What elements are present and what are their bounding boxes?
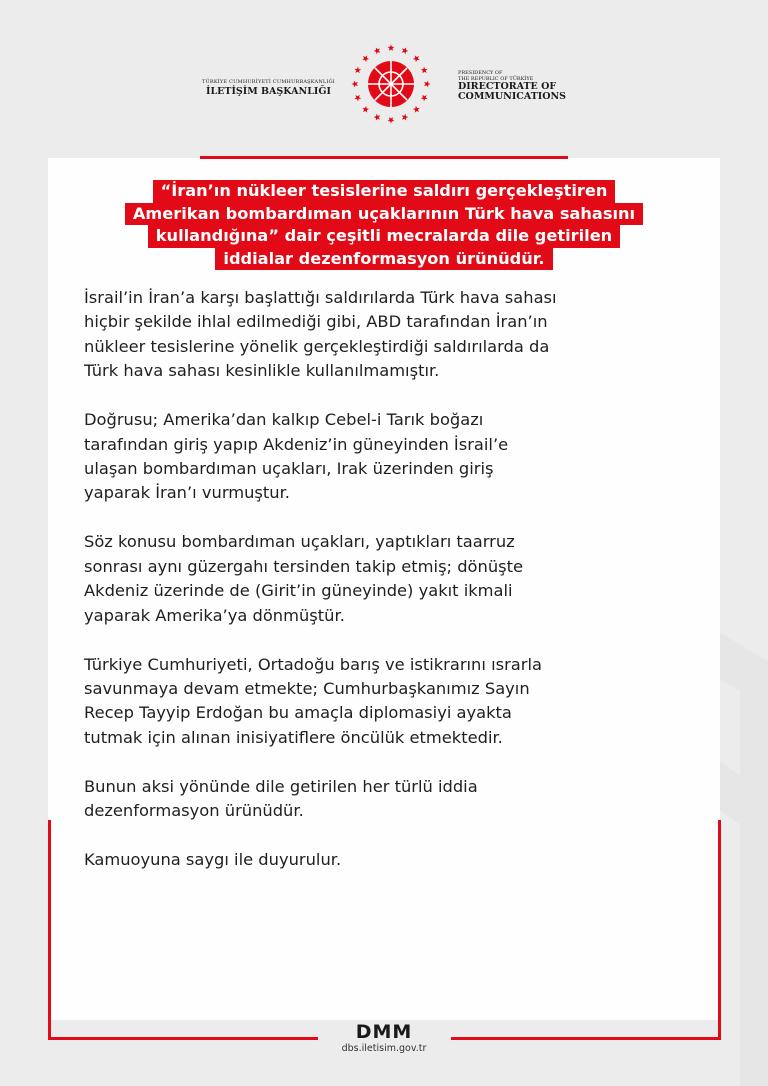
header-right-small-2: THE REPUBLIC OF TÜRKİYE bbox=[458, 76, 534, 82]
seal-star bbox=[374, 114, 381, 121]
seal-star bbox=[421, 95, 428, 102]
header-right-big-1: DIRECTORATE OF bbox=[458, 81, 557, 92]
text-line: ulaşan bombardıman uçakları, Irak üzerinden giriş bbox=[84, 459, 494, 479]
seal-star bbox=[354, 95, 361, 102]
seal-star bbox=[354, 67, 361, 74]
paragraph-4 bbox=[84, 653, 684, 751]
text-line: yaparak İran’ı vurmuştur. bbox=[84, 483, 290, 503]
seal-star bbox=[388, 117, 395, 124]
paragraph-3 bbox=[84, 530, 684, 628]
frame-left-line bbox=[48, 820, 51, 1040]
text-line: Türk hava sahası kesinlikle kullanılmamıştır. bbox=[84, 361, 440, 381]
headline-line: “İran’ın nükleer tesislerine saldırı gerçekleştiren bbox=[153, 180, 616, 203]
frame-right-line bbox=[718, 820, 721, 1040]
text-line: Kamuoyuna saygı ile duyurulur. bbox=[84, 850, 342, 870]
frame-top-line bbox=[200, 156, 568, 159]
header-right-big-2: COMMUNICATIONS bbox=[458, 91, 567, 102]
headline-line: kullandığına” dair çeşitli mecralarda dile getirilen bbox=[148, 225, 620, 248]
seal-star bbox=[388, 44, 395, 51]
text-line: tarafından giriş yapıp Akdeniz’in güneyinden İsrail’e bbox=[84, 434, 509, 454]
dmm-logo-text: DMM bbox=[355, 1022, 413, 1040]
paragraph-1 bbox=[84, 286, 684, 384]
text-line: İsrail’in İran’a karşı başlattığı saldırılarda Türk hava sahası bbox=[84, 288, 557, 307]
seal-star bbox=[413, 55, 420, 62]
header-right-title bbox=[458, 70, 566, 102]
header bbox=[0, 38, 768, 128]
paragraph-6 bbox=[84, 848, 684, 872]
text-line: Söz konusu bombardıman uçakları, yaptıkları taarruz bbox=[84, 532, 515, 552]
text-line: Recep Tayyip Erdoğan bu amaçla diplomasiyi ayakta bbox=[84, 703, 512, 723]
seal-star bbox=[402, 114, 409, 121]
headline-line: Amerikan bombardıman uçaklarının Türk hava sahasını bbox=[125, 203, 643, 226]
header-left-small: TÜRKİYE CUMHURİYETİ CUMHURBAŞKANLIĞI bbox=[201, 79, 335, 85]
text-line: yaparak Amerika’ya dönmüştür. bbox=[84, 605, 345, 625]
seal-star bbox=[413, 106, 420, 113]
seal-star bbox=[362, 55, 369, 62]
seal-star bbox=[402, 47, 409, 54]
text-line: Doğrusu; Amerika’dan kalkıp Cebel-i Tarık boğazı bbox=[84, 410, 484, 430]
text-line: tutmak için alınan inisiyatiflere öncülük etmektedir. bbox=[84, 727, 503, 747]
text-line: savunmaya devam etmekte; Cumhurbaşkanımız Sayın bbox=[84, 679, 530, 699]
text-line: sonrası aynı güzergahı tersinden takip etmiş; dönüşte bbox=[84, 556, 524, 576]
text-line: Bunun aksi yönünde dile getirilen her türlü iddia bbox=[84, 776, 478, 796]
headline-line: iddialar dezenformasyon ürünüdür. bbox=[215, 248, 552, 271]
header-left-title bbox=[202, 79, 335, 97]
paragraph-2 bbox=[84, 408, 684, 506]
text-line: Türkiye Cumhuriyeti, Ortadoğu barış ve istikrarını ısrarla bbox=[84, 654, 542, 674]
headline bbox=[60, 180, 708, 270]
seal-star bbox=[421, 67, 428, 74]
header-left-big: İLETİŞİM BAŞKANLIĞI bbox=[206, 86, 331, 97]
dmm-logo-icon bbox=[338, 1022, 430, 1040]
seal-star bbox=[424, 81, 431, 88]
seal-star bbox=[351, 81, 358, 88]
text-line: hiçbir şekilde ihlal edilmediği gibi, ABD tarafından İran’ın bbox=[84, 312, 548, 332]
text-line: Akdeniz üzerinde de (Girit’in güneyinde) yakıt ikmali bbox=[84, 581, 513, 601]
text-line: dezenformasyon ürünüdür. bbox=[84, 801, 304, 821]
text-line: nükleer tesislerine yönelik gerçekleştirdiği saldırılarda da bbox=[84, 336, 550, 356]
paragraph-5 bbox=[84, 775, 684, 824]
footer bbox=[0, 1022, 768, 1054]
seal-star bbox=[374, 47, 381, 54]
footer-url: dbs.iletisim.gov.tr bbox=[341, 1043, 427, 1054]
header-right-small-1: PRESIDENCY OF bbox=[458, 70, 503, 76]
seal-star bbox=[362, 106, 369, 113]
presidential-seal-icon bbox=[346, 40, 436, 128]
statement-body bbox=[84, 286, 684, 897]
